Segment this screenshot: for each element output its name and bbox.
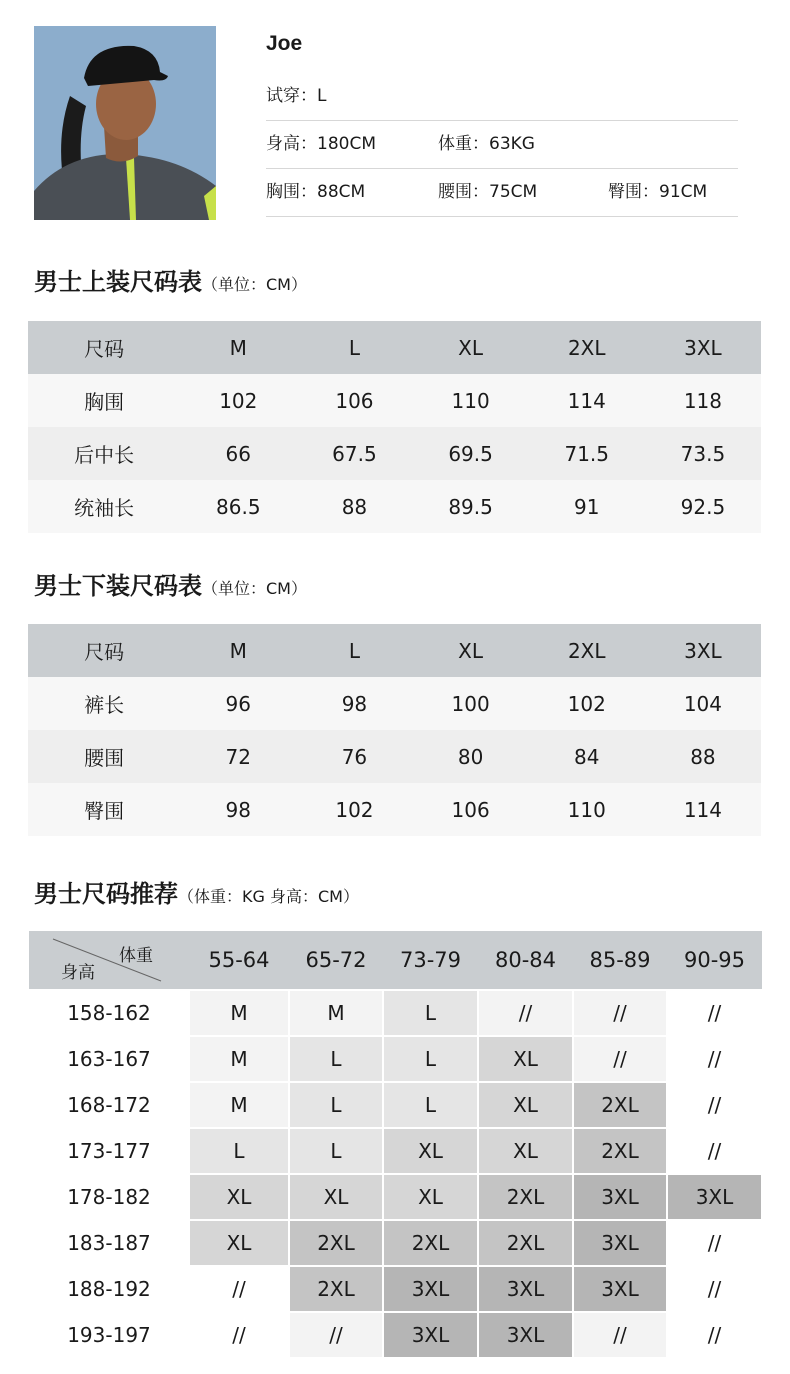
recommend-size-cell: XL [383,1128,478,1174]
weight-header: 80-84 [478,931,573,990]
recommend-size-cell: 2XL [478,1174,573,1220]
recommend-size-cell: L [383,990,478,1036]
height-range: 163-167 [29,1036,189,1082]
recommend-row [29,1266,762,1312]
recommend-title-text: 男士尺码推荐 [34,880,178,908]
table-header-row [28,321,761,374]
table-header-cell: 尺码 [84,640,125,664]
table-row [28,677,761,730]
height-range: 178-182 [29,1174,189,1220]
model-hip: 臀围：91CM [608,182,708,202]
table-cell: 86.5 [216,494,261,519]
recommend-size-cell: // [667,1266,762,1312]
table-cell: 96 [225,691,251,716]
table-header-cell: 3XL [684,335,722,360]
table-cell: 88 [341,494,368,519]
table-cell: 80 [457,744,484,769]
recommend-size-cell: 2XL [573,1082,667,1128]
table-cell: 73.5 [680,441,726,466]
table-header-cell: 尺码 [84,337,125,361]
table-row [28,427,761,480]
height-range: 158-162 [29,990,189,1036]
recommend-size-cell: // [573,1036,667,1082]
table-cell: 100 [451,691,490,716]
model-measure-row [266,168,738,217]
table-row [28,730,761,783]
corner-weight-label: 体重 [119,946,153,966]
recommend-size-cell: M [189,1082,289,1128]
recommend-unit: （体重：KG 身高：CM） [178,887,359,906]
top-size-table [28,321,761,533]
table-header-cell: L [348,638,361,663]
table-cell: 88 [690,744,716,769]
corner-cell [29,931,189,990]
recommend-size-cell: // [667,1082,762,1128]
height-range: 173-177 [29,1128,189,1174]
table-cell: 84 [574,744,600,769]
table-row [28,783,761,836]
table-cell: 98 [225,797,251,822]
weight-header: 85-89 [573,931,667,990]
recommend-size-cell: XL [189,1174,289,1220]
table-header-cell: XL [458,335,484,360]
table-cell: 92.5 [680,494,726,519]
table-header-cell: 2XL [567,638,606,663]
recommend-size-cell: L [289,1082,383,1128]
model-body-row [266,120,738,169]
table-row [28,480,761,533]
table-cell: 106 [335,388,374,413]
recommend-row [29,1220,762,1266]
recommend-size-cell: // [573,1312,667,1358]
height-range: 168-172 [29,1082,189,1128]
model-name: Joe [266,32,303,55]
recommend-size-cell: XL [478,1128,573,1174]
recommend-row [29,1312,762,1358]
recommend-size-cell: // [573,990,667,1036]
top-table-title-text: 男士上装尺码表 [34,268,202,296]
recommend-size-cell: 2XL [289,1266,383,1312]
table-cell: 72 [225,744,251,769]
recommend-size-cell: L [383,1082,478,1128]
recommend-size-cell: L [189,1128,289,1174]
recommend-size-cell: // [667,1036,762,1082]
weight-header: 73-79 [383,931,478,990]
table-header-cell: XL [458,638,484,663]
recommend-size-cell: // [667,1220,762,1266]
table-cell: 腰围 [84,746,125,770]
recommend-size-cell: // [189,1266,289,1312]
table-header-cell: L [348,335,361,360]
recommend-size-cell: 2XL [383,1220,478,1266]
table-cell: 102 [219,388,258,413]
weight-header: 65-72 [289,931,383,990]
recommend-size-cell: XL [289,1174,383,1220]
table-cell: 66 [225,441,251,466]
recommend-size-cell: // [667,1312,762,1358]
table-cell: 91 [574,494,600,519]
recommend-size-cell: 3XL [478,1312,573,1358]
model-fit-row [266,72,738,121]
recommend-size-cell: XL [478,1082,573,1128]
height-range: 183-187 [29,1220,189,1266]
corner-height-label: 身高 [61,963,95,983]
model-weight: 体重：63KG [438,134,535,154]
table-header-cell: 3XL [684,638,722,663]
table-cell: 76 [341,744,368,769]
table-cell: 臀围 [84,799,125,823]
table-cell: 98 [341,691,368,716]
recommend-row [29,1128,762,1174]
table-cell: 裤长 [84,693,125,717]
bottom-table-title-text: 男士下装尺码表 [34,572,202,600]
top-table-title [34,262,307,297]
recommend-size-cell: 3XL [573,1266,667,1312]
table-cell: 118 [683,388,722,413]
table-cell: 胸围 [84,390,125,414]
recommend-size-cell: XL [383,1174,478,1220]
recommend-size-cell: // [667,990,762,1036]
table-cell: 110 [451,388,490,413]
bottom-table-title [34,566,307,601]
recommend-size-cell: 3XL [383,1266,478,1312]
recommend-size-cell: XL [189,1220,289,1266]
recommend-size-cell: 2XL [289,1220,383,1266]
bottom-size-table [28,624,761,836]
table-cell: 102 [335,797,374,822]
table-cell: 89.5 [448,494,493,519]
recommend-size-cell: 3XL [478,1266,573,1312]
recommend-size-cell: // [667,1128,762,1174]
table-cell: 114 [683,797,722,822]
recommend-size-cell: XL [478,1036,573,1082]
recommend-body [29,990,762,1358]
table-header-cell: M [229,335,247,360]
recommend-size-cell: 3XL [573,1174,667,1220]
table-cell: 114 [567,388,606,413]
model-photo [34,26,216,220]
height-range: 188-192 [29,1266,189,1312]
table-cell: 后中长 [74,443,135,467]
table-header-cell: M [229,638,247,663]
table-header-row [28,624,761,677]
table-cell: 102 [567,691,606,716]
table-cell: 69.5 [448,441,493,466]
table-cell: 统袖长 [74,496,135,520]
recommend-row [29,1036,762,1082]
table-row [28,374,761,427]
recommend-size-cell: M [289,990,383,1036]
model-height: 身高：180CM [266,134,376,154]
recommend-size-cell: 3XL [573,1220,667,1266]
recommend-row [29,1082,762,1128]
weight-header: 55-64 [189,931,289,990]
model-fit: 试穿：L [266,86,327,106]
recommend-size-cell: L [289,1036,383,1082]
table-cell: 104 [683,691,722,716]
recommend-title [34,874,359,909]
recommend-table [28,931,763,1359]
recommend-size-cell: // [289,1312,383,1358]
recommend-size-cell: // [189,1312,289,1358]
model-chest: 胸围：88CM [266,182,366,202]
recommend-size-cell: 3XL [383,1312,478,1358]
recommend-size-cell: M [189,990,289,1036]
recommend-size-cell: M [189,1036,289,1082]
recommend-header-row [29,931,762,990]
recommend-size-cell: L [383,1036,478,1082]
top-table-unit: （单位：CM） [202,275,307,294]
recommend-size-cell: // [478,990,573,1036]
table-header-cell: 2XL [567,335,606,360]
recommend-size-cell: L [289,1128,383,1174]
weight-header: 90-95 [667,931,762,990]
recommend-size-cell: 2XL [478,1220,573,1266]
bottom-table-unit: （单位：CM） [202,579,307,598]
table-cell: 106 [451,797,490,822]
recommend-row [29,990,762,1036]
height-range: 193-197 [29,1312,189,1358]
recommend-size-cell: 2XL [573,1128,667,1174]
table-cell: 71.5 [564,441,610,466]
model-waist: 腰围：75CM [438,182,538,202]
recommend-size-cell: 3XL [667,1174,762,1220]
table-cell: 110 [567,797,606,822]
recommend-row [29,1174,762,1220]
table-cell: 67.5 [332,441,377,466]
diagonal-divider [29,931,189,989]
